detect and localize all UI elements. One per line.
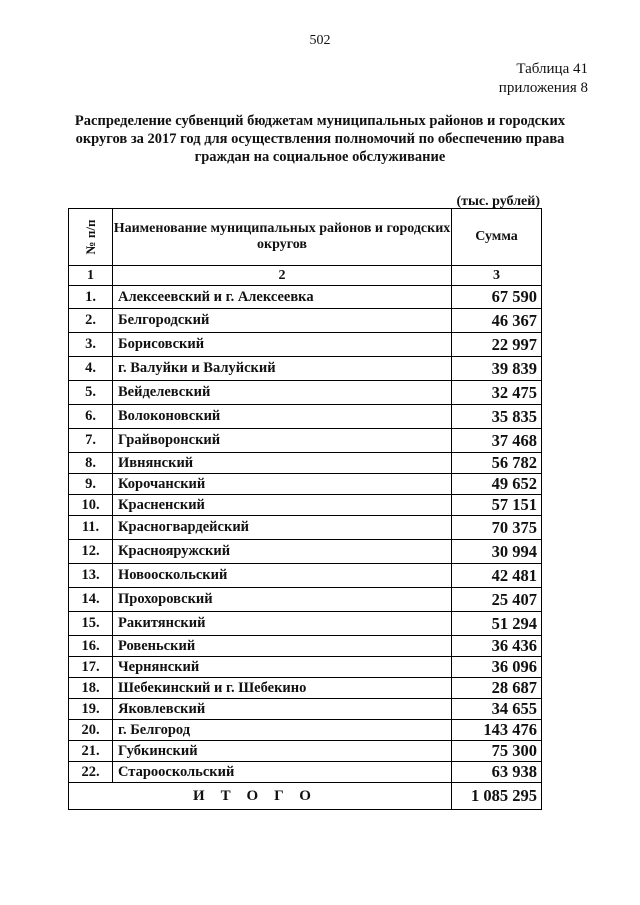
row-number: 5.: [69, 381, 113, 405]
table-reference: [499, 60, 588, 98]
row-name: Грайворонский: [113, 429, 452, 453]
table-row: [69, 495, 542, 516]
row-number: 6.: [69, 405, 113, 429]
row-name: Красненский: [113, 495, 452, 516]
table-body: [69, 286, 542, 783]
total-row: [69, 783, 542, 810]
row-sum: 57 151: [452, 495, 542, 516]
row-sum: 70 375: [452, 516, 542, 540]
header-sum: Сумма: [452, 209, 542, 266]
row-name: Борисовский: [113, 333, 452, 357]
index-col-1: 1: [69, 266, 113, 286]
table-reference-line1: Таблица 41: [516, 61, 588, 77]
row-name: Корочанский: [113, 474, 452, 495]
row-sum: 34 655: [452, 699, 542, 720]
row-sum: 36 096: [452, 657, 542, 678]
row-number: 8.: [69, 453, 113, 474]
row-number: 4.: [69, 357, 113, 381]
row-sum: 37 468: [452, 429, 542, 453]
row-number: 17.: [69, 657, 113, 678]
table-row: [69, 381, 542, 405]
row-sum: 143 476: [452, 720, 542, 741]
row-sum: 39 839: [452, 357, 542, 381]
table-row: [69, 636, 542, 657]
row-name: Старооскольский: [113, 762, 452, 783]
row-name: Ивнянский: [113, 453, 452, 474]
row-sum: 22 997: [452, 333, 542, 357]
row-name: Шебекинский и г. Шебекино: [113, 678, 452, 699]
row-sum: 46 367: [452, 309, 542, 333]
row-sum: 63 938: [452, 762, 542, 783]
row-number: 14.: [69, 588, 113, 612]
table-row: [69, 678, 542, 699]
row-sum: 25 407: [452, 588, 542, 612]
row-name: г. Белгород: [113, 720, 452, 741]
table-row: [69, 720, 542, 741]
row-number: 19.: [69, 699, 113, 720]
table-row: [69, 741, 542, 762]
row-number: 20.: [69, 720, 113, 741]
row-name: Новооскольский: [113, 564, 452, 588]
row-sum: 42 481: [452, 564, 542, 588]
table-row: [69, 516, 542, 540]
row-number: 22.: [69, 762, 113, 783]
row-number: 13.: [69, 564, 113, 588]
table-row: [69, 309, 542, 333]
row-name: Ракитянский: [113, 612, 452, 636]
table-row: [69, 286, 542, 309]
row-number: 3.: [69, 333, 113, 357]
index-col-3: 3: [452, 266, 542, 286]
document-title: Распределение субвенций бюджетам муниципальных районов и городских округов за 2017 год для осуществления полномочий по обеспечению права граждан на социальное обслуживание: [74, 113, 566, 165]
row-name: Алексеевский и г. Алексеевка: [113, 286, 452, 309]
row-number: 16.: [69, 636, 113, 657]
row-sum: 49 652: [452, 474, 542, 495]
subsidy-table: [68, 208, 542, 810]
header-name: Наименование муниципальных районов и городских округов: [113, 209, 452, 266]
page-number: 502: [309, 33, 331, 48]
table-index-row: [69, 266, 542, 286]
row-name: Красногвардейский: [113, 516, 452, 540]
row-name: Губкинский: [113, 741, 452, 762]
row-name: Прохоровский: [113, 588, 452, 612]
row-sum: 35 835: [452, 405, 542, 429]
table-row: [69, 474, 542, 495]
row-number: 7.: [69, 429, 113, 453]
table-row: [69, 657, 542, 678]
row-sum: 30 994: [452, 540, 542, 564]
table-row: [69, 762, 542, 783]
row-number: 1.: [69, 286, 113, 309]
table-row: [69, 333, 542, 357]
table-row: [69, 357, 542, 381]
table-header-row: [69, 209, 542, 266]
table-row: [69, 612, 542, 636]
table-reference-line2: приложения 8: [498, 80, 588, 96]
row-name: Краснояружский: [113, 540, 452, 564]
table-row: [69, 429, 542, 453]
row-name: Волоконовский: [113, 405, 452, 429]
total-label: ИТОГО: [69, 783, 452, 810]
row-name: Вейделевский: [113, 381, 452, 405]
row-sum: 28 687: [452, 678, 542, 699]
row-number: 12.: [69, 540, 113, 564]
table-row: [69, 699, 542, 720]
row-number: 9.: [69, 474, 113, 495]
index-col-2: 2: [113, 266, 452, 286]
row-sum: 36 436: [452, 636, 542, 657]
row-number: 15.: [69, 612, 113, 636]
table-row: [69, 405, 542, 429]
row-sum: 32 475: [452, 381, 542, 405]
row-sum: 67 590: [452, 286, 542, 309]
row-number: 10.: [69, 495, 113, 516]
table-row: [69, 588, 542, 612]
row-sum: 56 782: [452, 453, 542, 474]
header-num: № п/п: [69, 209, 113, 266]
row-name: Ровеньский: [113, 636, 452, 657]
row-name: Яковлевский: [113, 699, 452, 720]
row-name: Чернянский: [113, 657, 452, 678]
row-name: г. Валуйки и Валуйский: [113, 357, 452, 381]
row-number: 18.: [69, 678, 113, 699]
total-sum: 1 085 295: [452, 783, 542, 810]
row-number: 2.: [69, 309, 113, 333]
row-number: 11.: [69, 516, 113, 540]
table-row: [69, 564, 542, 588]
row-name: Белгородский: [113, 309, 452, 333]
table-row: [69, 540, 542, 564]
row-number: 21.: [69, 741, 113, 762]
row-sum: 51 294: [452, 612, 542, 636]
units-label: (тыс. рублей): [456, 194, 540, 209]
row-sum: 75 300: [452, 741, 542, 762]
table-row: [69, 453, 542, 474]
